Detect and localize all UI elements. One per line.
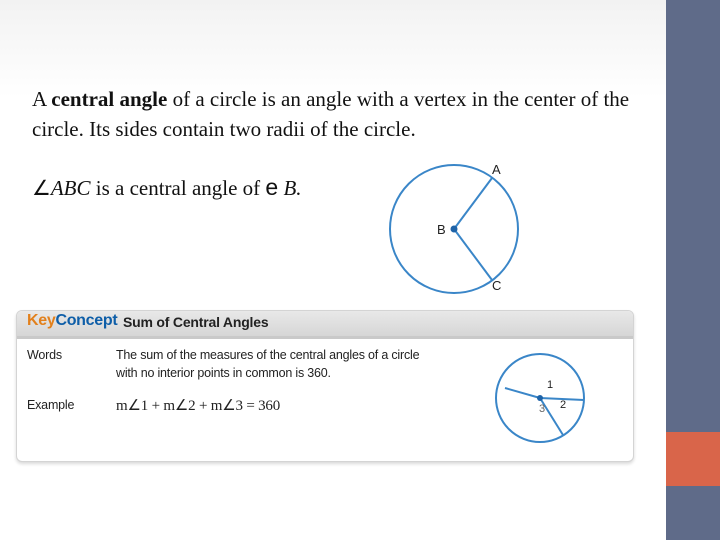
angle-name: ABC: [50, 176, 91, 200]
example-label: Example: [27, 398, 75, 412]
definition-prefix: A: [32, 87, 52, 111]
angle-label-1: 1: [547, 379, 554, 391]
definition-term: central angle: [51, 87, 168, 111]
sidebar-accent-block: [666, 432, 720, 486]
sum-angles-figure: [490, 350, 585, 445]
example-formula: m∠1 + m∠2 + m∠3 = 360: [116, 398, 281, 414]
circle-symbol: e: [265, 174, 279, 200]
circle-name: B.: [283, 176, 302, 200]
sum-radius-1: [505, 388, 540, 398]
central-angle-figure: [378, 160, 528, 298]
example-middle-text: is a central angle of: [90, 176, 261, 200]
definition-paragraph: [32, 84, 632, 144]
definition-body: of a circle is an angle with a vertex in the center of the circle. Its sides contain two radii of the circle.: [32, 87, 630, 141]
label-a: A: [492, 162, 501, 177]
angle-label-2: 2: [560, 399, 567, 411]
radius-bc: [454, 229, 492, 280]
radius-ba: [454, 178, 492, 229]
words-line-2: with no interior points in common is 360.: [116, 366, 331, 380]
label-c: C: [492, 278, 502, 293]
right-sidebar-bar: [666, 0, 720, 540]
words-label: Words: [27, 348, 62, 362]
brand-key: Key: [27, 312, 56, 329]
key-concept-header: [17, 311, 633, 339]
sum-center-point: [537, 395, 543, 401]
key-concept-brand: [27, 312, 117, 330]
example-line: [32, 174, 302, 201]
label-b: B: [437, 222, 446, 237]
angle-label-3: 3: [539, 403, 546, 415]
center-point-b: [451, 226, 458, 233]
key-concept-title: Sum of Central Angles: [123, 314, 269, 330]
angle-symbol: ∠: [32, 176, 51, 200]
brand-concept: Concept: [55, 312, 118, 329]
words-line-1: The sum of the measures of the central angles of a circle: [116, 348, 420, 362]
